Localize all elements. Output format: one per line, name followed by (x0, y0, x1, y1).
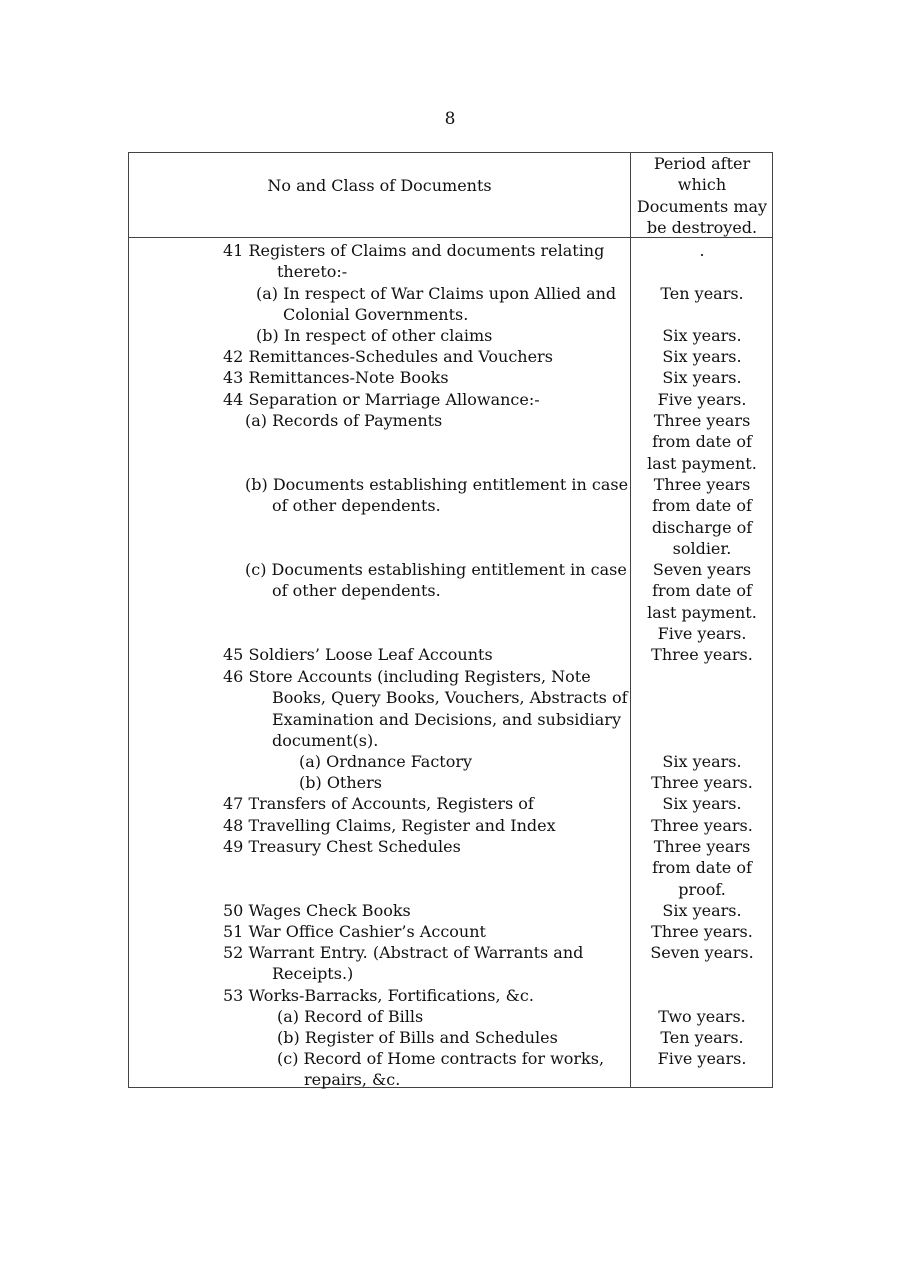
document-class-line: (b) In respect of other claims (256, 326, 493, 345)
header-period-line: be destroyed. (646, 217, 758, 237)
retention-period-line: Five years. (657, 390, 747, 409)
document-class-line: document(s). (272, 730, 379, 750)
document-class-line: of other dependents. (272, 581, 441, 601)
retention-period-line: Three years (653, 837, 751, 856)
retention-period-line: last payment. (647, 602, 757, 622)
document-class-line: 42 Remittances-Schedules and Vouchers (223, 347, 553, 366)
retention-period-line: Six years. (662, 794, 742, 813)
document-class-cell (129, 1027, 630, 1048)
retention-period-line: proof. (678, 879, 726, 899)
document-class-cell (129, 942, 630, 985)
header-documents-column: No and Class of Documents (267, 176, 492, 195)
document-class-line: (a) Record of Bills (277, 1007, 424, 1026)
document-class-cell (129, 367, 630, 388)
retention-period-cell (631, 772, 773, 793)
retention-period-line: . (699, 241, 705, 260)
retention-schedule-table (128, 152, 773, 1088)
retention-period-line: from date of (652, 432, 752, 452)
retention-period-line: Ten years. (660, 284, 744, 303)
retention-period-line: Three years. (651, 773, 753, 792)
retention-period-line: discharge of (651, 517, 753, 537)
retention-period-line: Three years. (651, 922, 753, 941)
retention-period-line: Five years. (657, 623, 747, 643)
retention-period-line: Seven years. (650, 943, 754, 962)
retention-period-cell (631, 942, 773, 963)
document-class-cell (129, 772, 630, 793)
document-class-cell (129, 1048, 630, 1091)
retention-period-line: last payment. (647, 453, 757, 473)
document-class-cell (129, 666, 630, 751)
document-class-line: 52 Warrant Entry. (Abstract of Warrants and (223, 943, 584, 962)
document-class-line: Examination and Decisions, and subsidiary (272, 709, 621, 729)
retention-period-cell (631, 793, 773, 814)
header-period-column (631, 153, 773, 238)
document-class-cell (129, 240, 630, 283)
document-class-line: 43 Remittances-Note Books (223, 368, 449, 387)
document-class-line: (a) Records of Payments (245, 411, 443, 430)
document-class-cell (129, 283, 630, 326)
document-class-line: Books, Query Books, Vouchers, Abstracts of (272, 688, 628, 708)
retention-period-line: Three years (653, 411, 751, 430)
retention-period-cell (631, 325, 773, 346)
document-class-line: (c) Record of Home contracts for works, (277, 1049, 605, 1068)
document-class-cell (129, 1006, 630, 1027)
header-period-line: Period after (653, 154, 751, 173)
retention-period-cell (631, 1006, 773, 1027)
document-class-line: (b) Register of Bills and Schedules (277, 1028, 558, 1047)
document-class-line: 53 Works-Barracks, Fortifications, &c. (223, 986, 534, 1005)
header-period-line: which (677, 175, 727, 195)
retention-period-cell (631, 900, 773, 921)
retention-period-cell (631, 1048, 773, 1069)
retention-period-cell (631, 751, 773, 772)
document-class-line: 45 Soldiers’ Loose Leaf Accounts (223, 645, 493, 664)
retention-period-cell (631, 644, 773, 665)
retention-period-line: Ten years. (660, 1028, 744, 1047)
document-class-cell (129, 644, 630, 665)
document-class-cell (129, 389, 630, 410)
retention-period-cell (631, 836, 773, 900)
document-class-line: (a) Ordnance Factory (299, 752, 473, 771)
document-class-cell (129, 410, 630, 431)
document-class-line: 50 Wages Check Books (223, 901, 411, 920)
document-class-cell (129, 921, 630, 942)
header-period-line: Documents may (636, 196, 768, 216)
document-class-line: 47 Transfers of Accounts, Registers of (223, 794, 534, 813)
document-class-cell (129, 793, 630, 814)
retention-period-cell (631, 1027, 773, 1048)
retention-period-cell (631, 346, 773, 367)
document-class-line: thereto:- (277, 262, 348, 282)
retention-period-line: from date of (652, 858, 752, 878)
retention-period-line: Six years. (662, 752, 742, 771)
document-class-line: 46 Store Accounts (including Registers, Note (223, 667, 591, 686)
document-class-line: (b) Others (299, 773, 382, 792)
retention-period-cell (631, 815, 773, 836)
retention-period-line: soldier. (672, 538, 732, 558)
retention-period-cell (631, 389, 773, 410)
document-class-line: repairs, &c. (304, 1070, 401, 1090)
document-class-line: Receipts.) (272, 964, 354, 984)
document-class-line: (a) In respect of War Claims upon Allied and (256, 284, 617, 303)
document-class-cell (129, 751, 630, 772)
retention-period-line: Five years. (657, 1049, 747, 1068)
document-class-cell (129, 559, 630, 602)
page-number: 8 (444, 109, 456, 129)
retention-period-cell (631, 240, 773, 261)
document-class-cell (129, 325, 630, 346)
document-class-cell (129, 815, 630, 836)
document-class-cell (129, 346, 630, 367)
document-class-line: 41 Registers of Claims and documents relating (223, 241, 605, 260)
document-class-line: 44 Separation or Marriage Allowance:- (223, 390, 540, 409)
document-class-line: 49 Treasury Chest Schedules (223, 837, 461, 856)
retention-period-line: Two years. (658, 1007, 746, 1026)
document-class-cell (129, 836, 630, 857)
retention-period-line: from date of (652, 581, 752, 601)
retention-period-cell (631, 367, 773, 388)
retention-period-line: Three years (653, 475, 751, 494)
retention-period-cell (631, 921, 773, 942)
retention-period-line: Six years. (662, 347, 742, 366)
document-class-line: 48 Travelling Claims, Register and Index (223, 816, 556, 835)
document-class-cell (129, 985, 630, 1006)
retention-period-line: Three years. (651, 816, 753, 835)
retention-period-line: from date of (652, 496, 752, 516)
document-class-line: 51 War Office Cashier’s Account (223, 922, 486, 941)
document-class-line: of other dependents. (272, 496, 441, 516)
retention-period-cell (631, 283, 773, 304)
retention-period-cell (631, 410, 773, 474)
retention-period-line: Seven years (652, 560, 752, 579)
document-class-line: Colonial Governments. (283, 305, 469, 325)
document-class-line: (b) Documents establishing entitlement in case (245, 475, 629, 494)
retention-period-cell (631, 559, 773, 644)
retention-period-line: Three years. (651, 645, 753, 664)
retention-period-line: Six years. (662, 326, 742, 345)
retention-period-cell (631, 474, 773, 559)
retention-period-line: Six years. (662, 368, 742, 387)
document-class-cell (129, 474, 630, 517)
document-class-cell (129, 900, 630, 921)
document-class-line: (c) Documents establishing entitlement in case (245, 560, 627, 579)
retention-period-line: Six years. (662, 901, 742, 920)
